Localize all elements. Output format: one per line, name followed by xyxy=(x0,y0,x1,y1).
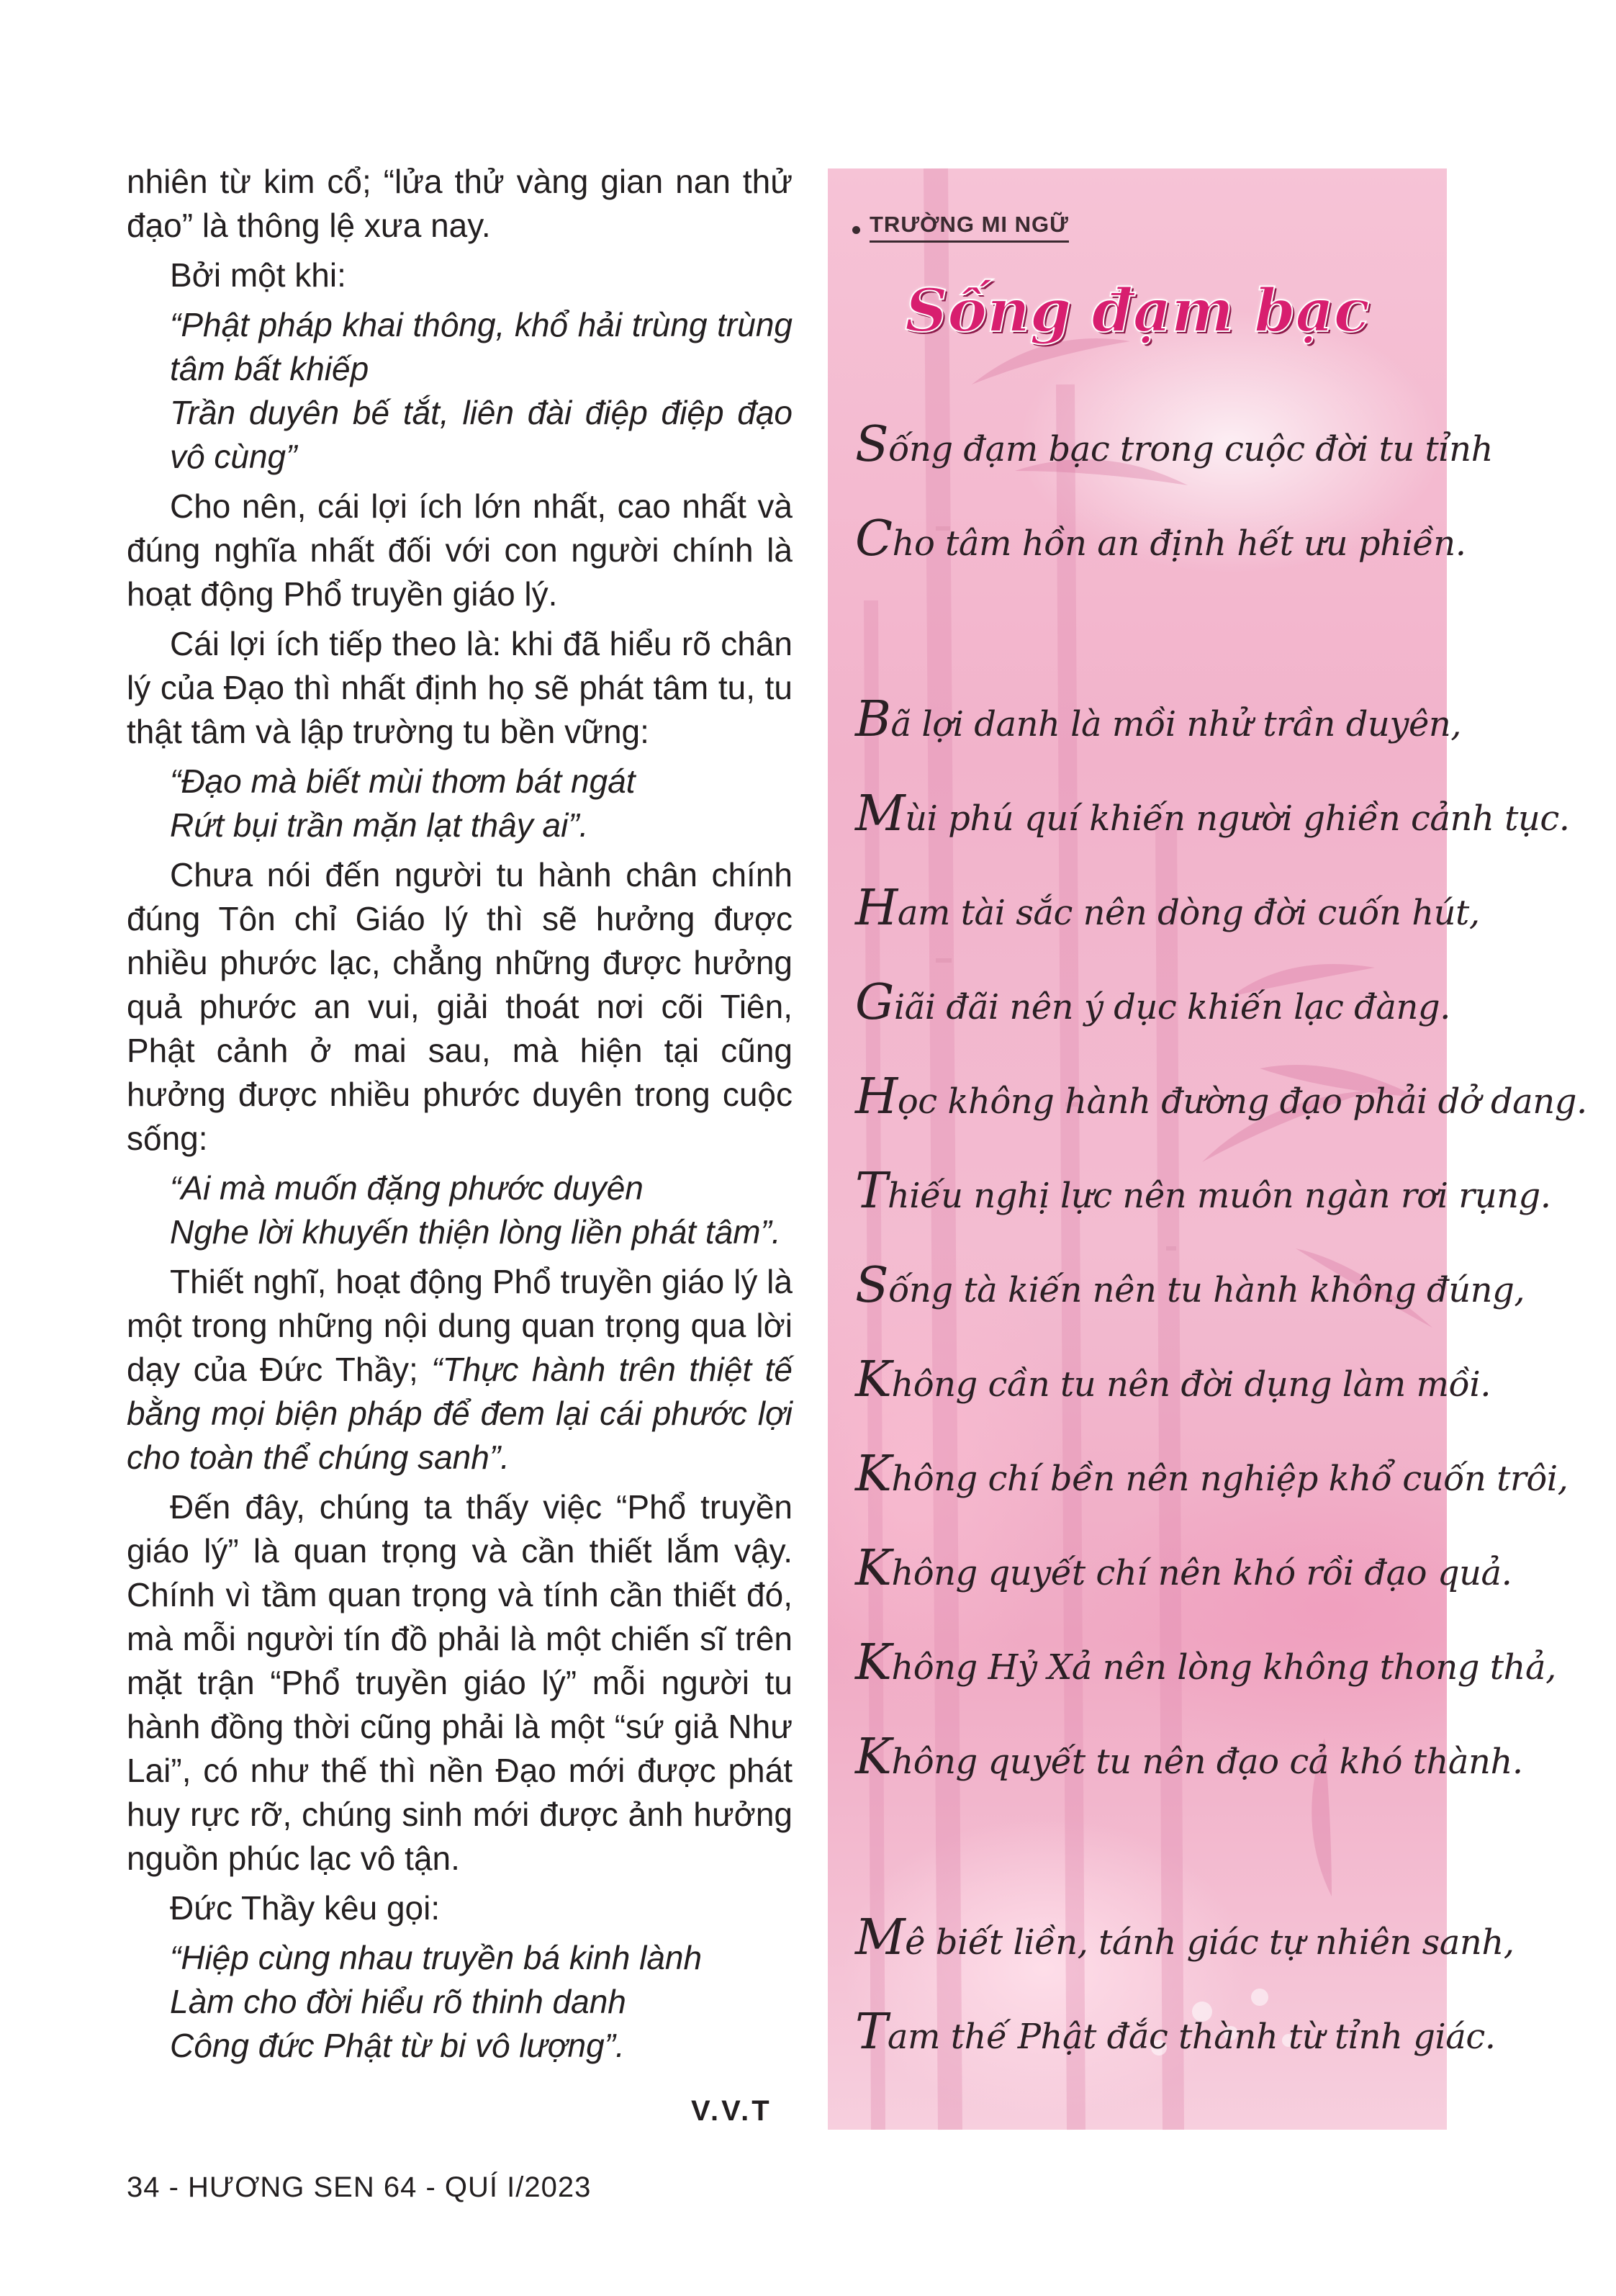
stanza-break xyxy=(855,586,1438,672)
verse-1 xyxy=(127,303,793,479)
poem-line: Ham tài sắc nên dòng đời cuốn hút, xyxy=(855,880,1480,937)
stanza-break xyxy=(855,1804,1438,1891)
poem-panel xyxy=(828,168,1587,2130)
poem-line: Không quyết chí nên khó rồi đạo quả. xyxy=(855,1540,1512,1597)
poem-line: Học không hành đường đạo phải dở dang. xyxy=(855,1068,1587,1125)
paragraph-8: Đức Thầy kêu gọi: xyxy=(170,1889,441,1927)
poem-author: TRƯỜNG MI NGỮ xyxy=(870,212,1069,243)
verse-4-line-1: “Hiệp cùng nhau truyền bá kinh lành xyxy=(170,1939,703,1976)
verse-3-line-1: “Ai mà muốn đặng phước duyên xyxy=(170,1169,644,1207)
paragraph-7: Đến đây, chúng ta thấy việc “Phổ truyền giáo lý” là quan trọng và cần thiết lắm vậy. Chính vì tầm quan trọng và tính cần thiết đó, mà mỗi người tín đồ phải là một chiến sĩ trên mặt trận “Phổ truyền giáo lý” mỗi người tu hành đồng thời cũng phải là một “sứ giả Như Lai”, có như thế thì nền Đạo mới được phát huy rực rỡ, chúng sinh mới được ảnh hưởng nguồn phúc lạc vô tận. xyxy=(127,1488,793,1877)
poem-line: Không quyết tu nên đạo cả khó thành. xyxy=(855,1729,1523,1786)
paragraph-6 xyxy=(127,1260,793,1480)
verse-1-line-2: Trần duyên bế tắt, liên đài điệp điệp đạo vô cùng” xyxy=(170,394,793,475)
poem-line: Không Hỷ Xả nên lòng không thong thả, xyxy=(855,1634,1556,1691)
poem-line: Sống tà kiến nên tu hành không đúng, xyxy=(855,1257,1525,1314)
verse-3 xyxy=(127,1166,793,1254)
section-bullet-icon xyxy=(852,226,860,234)
poem-line: Thiếu nghị lực nên muôn ngàn rơi rụng. xyxy=(855,1163,1551,1220)
poem-line: Không cần tu nên đời dụng làm mồi. xyxy=(855,1351,1491,1408)
paragraph-6-quote: “Thực hành trên thiệt tế bằng mọi biện pháp để đem lại cái phước lợi cho toàn thể chúng sanh”. xyxy=(127,1351,793,1476)
poem-line: Bã lợi danh là mồi nhử trần duyên, xyxy=(855,691,1462,748)
paragraph-2: Bởi một khi: xyxy=(170,256,346,294)
poem-line: Giãi đãi nên ý dục khiến lạc đàng. xyxy=(855,974,1450,1031)
verse-4 xyxy=(127,1936,793,2068)
paragraph-6-text: Thiết nghĩ, hoạt động Phổ truyền giáo lý là một trong những nội dung quan trọng qua lời dạy của Đức Thầy; xyxy=(127,1263,793,1388)
poem-line: Tam thế Phật đắc thành từ tỉnh giác. xyxy=(855,2004,1496,2061)
verse-2-line-1: “Đạo mà biết mùi thơm bát ngát xyxy=(170,762,636,800)
poem-text xyxy=(855,397,1587,2079)
poem-line: Mê biết liền, tánh giác tự nhiên sanh, xyxy=(855,1909,1515,1966)
poem-title: Sống đạm bạc xyxy=(905,276,1370,346)
paragraph-3: Cho nên, cái lợi ích lớn nhất, cao nhất và đúng nghĩa nhất đối với con người chính là hoạt động Phổ truyền giáo lý. xyxy=(127,487,793,613)
author-signature: V.V.T xyxy=(691,2095,772,2127)
verse-1-line-1: “Phật pháp khai thông, khổ hải trùng trùng tâm bất khiếp xyxy=(170,306,793,387)
verse-3-line-2: Nghe lời khuyến thiện lòng liền phát tâm”. xyxy=(170,1213,781,1251)
poem-line: Không chí bền nên nghiệp khổ cuốn trôi, xyxy=(855,1446,1568,1503)
poem-line: Mùi phú quí khiến người ghiền cảnh tục. xyxy=(855,785,1570,842)
paragraph-4: Cái lợi ích tiếp theo là: khi đã hiểu rõ chân lý của Đạo thì nhất định họ sẽ phát tâm tu, tu thật tâm và lập trường tu bền vững: xyxy=(127,625,793,750)
verse-2 xyxy=(127,760,793,847)
poem-line: Cho tâm hồn an định hết ưu phiền. xyxy=(855,510,1466,567)
verse-4-line-2: Làm cho đời hiểu rõ thinh danh xyxy=(170,1983,626,2020)
paragraph-1: nhiên từ kim cổ; “lửa thử vàng gian nan thử đạo” là thông lệ xưa nay. xyxy=(127,163,793,244)
poem-line: Sống đạm bạc trong cuộc đời tu tỉnh xyxy=(855,416,1493,473)
verse-4-line-3: Công đức Phật từ bi vô lượng”. xyxy=(170,2027,625,2064)
paragraph-5: Chưa nói đến người tu hành chân chính đúng Tôn chỉ Giáo lý thì sẽ hưởng được nhiều phước lạc, chẳng những được hưởng quả phước an vui, giải thoát nơi cõi Tiên, Phật cảnh ở mai sau, mà hiện tại cũng hưởng được nhiều phước duyên trong cuộc sống: xyxy=(127,856,793,1157)
verse-2-line-2: Rứt bụi trần mặn lạt thây ai”. xyxy=(170,806,589,844)
article-body xyxy=(127,160,793,2074)
page-footer: 34 - HƯƠNG SEN 64 - QUÍ I/2023 xyxy=(127,2171,592,2203)
